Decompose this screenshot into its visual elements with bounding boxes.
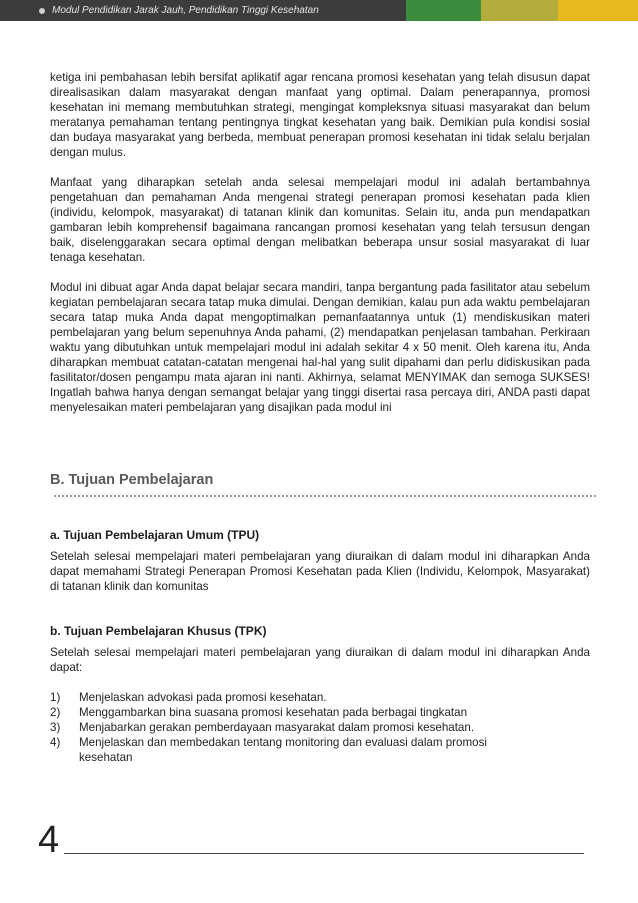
list-item-number: 1)	[50, 691, 61, 704]
footer-rule	[64, 853, 584, 854]
intro-paragraph-2: Manfaat yang diharapkan setelah anda selesai mempelajari modul ini adalah bertambahnya pengetahuan dan pemahaman Anda mengenai strategi penerapan promosi kesehatan pada klien (individu, kelompok, masyarakat) di tatanan klinik dan komunitas. Selain itu, anda pun mendapatkan gambaran lebih komprehensif bagaimana rancangan promosi kesehatan yang telah tersusun dengan baik, diselenggarakan secara optimal dengan melibatkan beberapa unsur sosial masyarakat di luar tenaga kesehatan.	[50, 176, 590, 264]
list-item	[50, 720, 590, 735]
list-item-number: 2)	[50, 706, 61, 719]
header-olive-block	[481, 0, 558, 21]
intro-paragraph-3: Modul ini dibuat agar Anda dapat belajar secara mandiri, tanpa bergantung pada fasilitator atau sebelum kegiatan pembelajaran secara tatap muka dimulai. Dengan demikian, kalau pun ada waktu pembelajaran secara tatap muka Anda dapat mengoptimalkan pemanfaatannya untuk (1) mendiskusikan materi pembelajaran yang belum sepenuhnya Anda pahami, (2) mendapatkan penjelasan tambahan. Perkiraan waktu yang dibutuhkan untuk mempelajari modul ini adalah sekitar 4 x 50 menit. Oleh karena itu, Anda diharapkan membuat catatan-catatan mengenai hal-hal yang sulit dipahami dan perlu didiskusikan pada fasilitator/dosen pengampu mata ajaran ini nanti. Akhirnya, selamat MENYIMAK dan semoga SUKSES! Ingatlah bahwa hanya dengan semangat belajar yang tinggi disertai rasa percaya diri, ANDA pasti dapat menyelesaikan materi pembelajaran yang disajikan pada modul ini	[50, 281, 590, 414]
tpk-heading: b. Tujuan Pembelajaran Khusus (TPK)	[50, 624, 267, 638]
header-yellow-block	[558, 0, 638, 21]
list-item	[50, 690, 590, 705]
header-title: Modul Pendidikan Jarak Jauh, Pendidikan Tinggi Kesehatan	[52, 5, 319, 16]
list-item	[50, 705, 590, 720]
dotted-divider	[54, 495, 596, 497]
tpu-paragraph: Setelah selesai mempelajari materi pembelajaran yang diuraikan di dalam modul ini diharapkan Anda dapat memahami Strategi Penerapan Promosi Kesehatan pada Klien (Individu, Kelompok, Masyarakat) di tatanan klinik dan komunitas	[50, 550, 590, 593]
header-green-block	[406, 0, 481, 21]
tpu-heading: a. Tujuan Pembelajaran Umum (TPU)	[50, 528, 260, 542]
list-item	[50, 735, 590, 765]
list-item-number: 3)	[50, 721, 61, 734]
section-heading: B. Tujuan Pembelajaran	[50, 472, 214, 488]
header-title-bar	[0, 0, 406, 21]
list-item-number: 4)	[50, 736, 61, 749]
list-item-text: Menjabarkan gerakan pemberdayaan masyarakat dalam promosi kesehatan.	[79, 721, 475, 734]
tpk-paragraph: Setelah selesai mempelajari materi pembelajaran yang diuraikan di dalam modul ini diharapkan Anda dapat:	[50, 646, 590, 674]
page-number: 4	[38, 819, 60, 861]
list-item-text: Menggambarkan bina suasana promosi kesehatan pada berbagai tingkatan	[79, 706, 468, 719]
intro-paragraph-1: ketiga ini pembahasan lebih bersifat aplikatif agar rencana promosi kesehatan yang telah disusun dapat direalisasikan dalam masyarakat dengan manfaat yang optimal. Dalam penerapannya, promosi kesehatan ini memang membutuhkan strategi, mengingat kompleksnya situasi masyarakat dan belum meratanya pemahaman tentang pentingnya tingkat kesehatan yang baik. Demikian pula kondisi sosial dan budaya masyarakat yang berbeda, membuat penerapan promosi kesehatan ini tidak selalu berjalan dengan mulus.	[50, 71, 590, 159]
bullet-icon	[39, 8, 45, 14]
tpk-objective-list	[50, 690, 590, 765]
page-header	[0, 0, 638, 21]
list-item-text: Menjelaskan dan membedakan tentang monitoring dan evaluasi dalam promosi kesehatan	[79, 736, 487, 764]
list-item-text: Menjelaskan advokasi pada promosi kesehatan.	[79, 691, 327, 704]
